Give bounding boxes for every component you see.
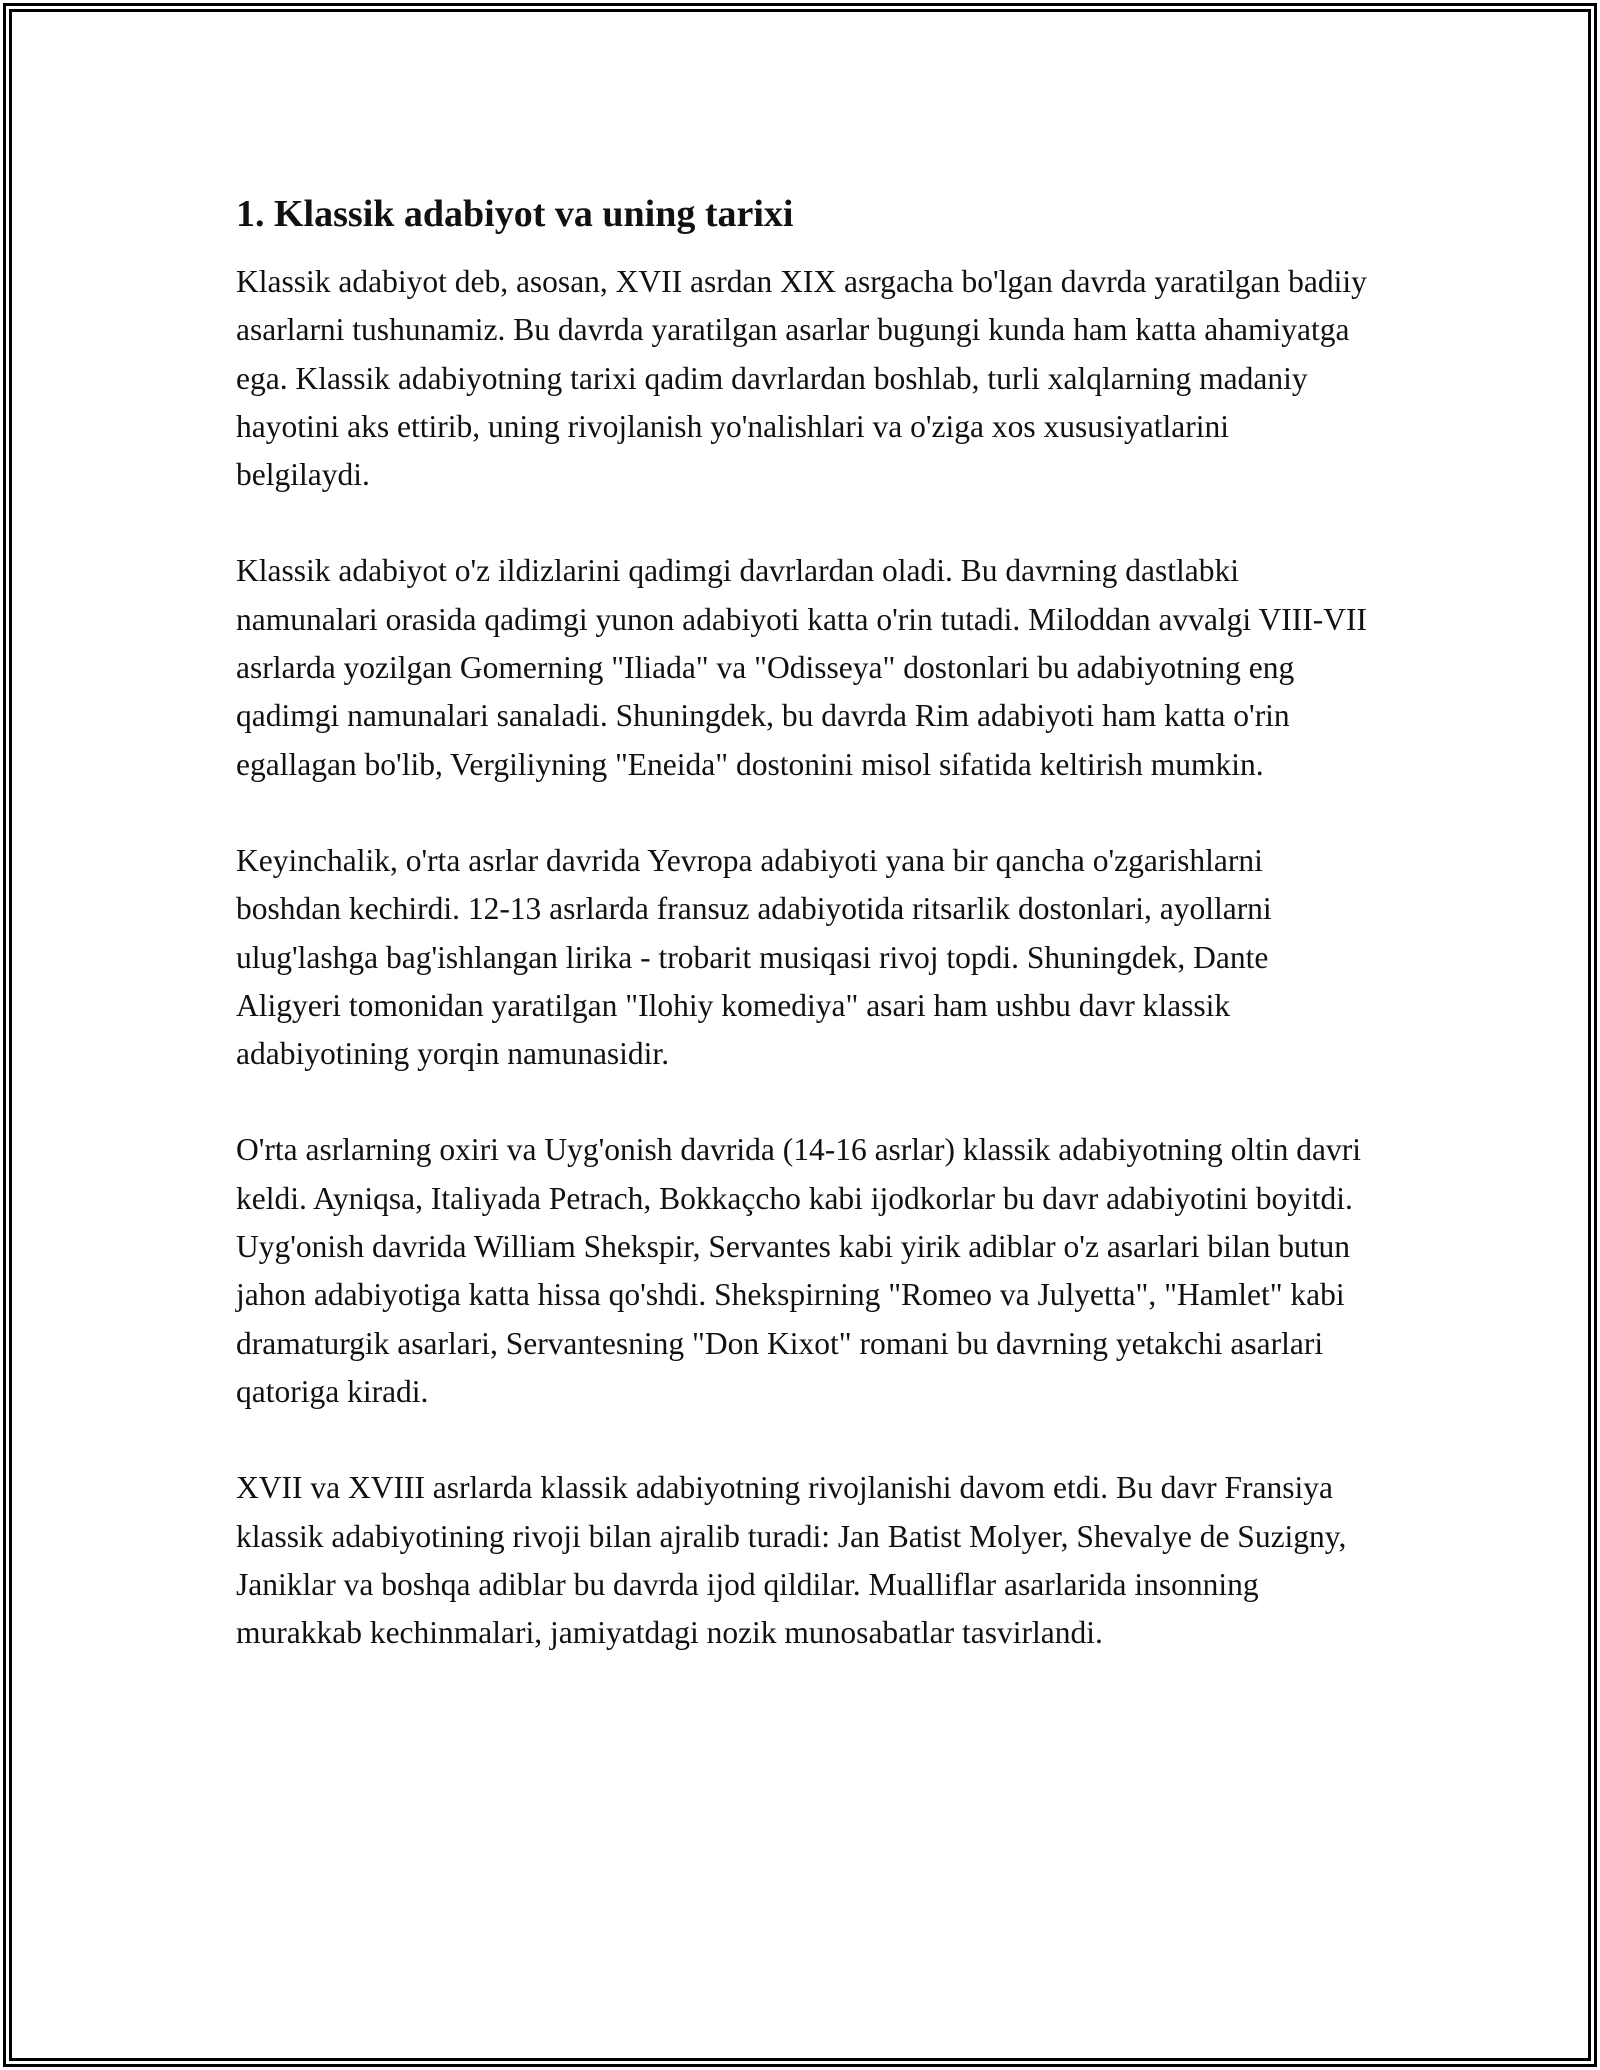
paragraph-renaissance: O'rta asrlarning oxiri va Uyg'onish davrida (14-16 asrlar) klassik adabiyotning oltin davri keldi. Ayniqsa, Italiyada Petrach, Bokkaçcho kabi ijodkorlar bu davr adabiyotini boyitdi. Uyg'onish davrida William Shekspir, Servantes kabi yirik adiblar o'z asarlari bilan butun jahon adabiyotiga katta hissa qo'shdi. Shekspirning "Romeo va Julyetta", "Hamlet" kabi dramaturgik asarlari, Servantesning "Don Kixot" romani bu davrning yetakchi asarlari qatoriga kiradi. (236, 1132, 1361, 1409)
paragraph-antiquity: Klassik adabiyot o'z ildizlarini qadimgi davrlardan oladi. Bu davrning dastlabki namunalari orasida qadimgi yunon adabiyoti katta o'rin tutadi. Miloddan avvalgi VIII-VII asrlarda yozilgan Gomerning "Iliada" va "Odisseya" dostonlari bu adabiyotning eng qadimgi namunalari sanaladi. Shuningdek, bu davrda Rim adabiyoti ham katta o'rin egallagan bo'lib, Vergiliyning "Eneida" dostonini misol sifatida keltirish mumkin. (236, 553, 1367, 782)
document-body (236, 188, 1370, 1705)
paragraph-17-18-centuries: XVII va XVIII asrlarda klassik adabiyotning rivojlanishi davom etdi. Bu davr Fransiya klassik adabiyotining rivoji bilan ajralib turadi: Jan Batist Molyer, Shevalye de Suzigny, Janiklar va boshqa adiblar bu davrda ijod qildilar. Mualliflar asarlarida insonning murakkab kechinmalari, jamiyatdagi nozik munosabatlar tasvirlandi. (236, 1470, 1347, 1651)
paragraph-middle-ages: Keyinchalik, o'rta asrlar davrida Yevropa adabiyoti yana bir qancha o'zgarishlarni boshdan kechirdi. 12-13 asrlarda fransuz adabiyotida ritsarlik dostonlari, ayollarni ulug'lashga bag'ishlangan lirika - trobarit musiqasi rivoj topdi. Shuningdek, Dante Aligyeri tomonidan yaratilgan "Ilohiy komediya" asari ham ushbu davr klassik adabiyotining yorqin namunasidir. (236, 842, 1272, 1072)
section-heading: 1. Klassik adabiyot va uning tarixi (236, 193, 794, 235)
paragraph-intro: Klassik adabiyot deb, asosan, XVII asrdan XIX asrgacha bo'lgan davrda yaratilgan badiiy asarlarni tushunamiz. Bu davrda yaratilgan asarlar bugungi kunda ham katta ahamiyatga ega. Klassik adabiyotning tarixi qadim davrlardan boshlab, turli xalqlarning madaniy hayotini aks ettirib, uning rivojlanish yo'nalishlari va o'ziga xos xususiyatlarini belgilaydi. (236, 264, 1367, 493)
